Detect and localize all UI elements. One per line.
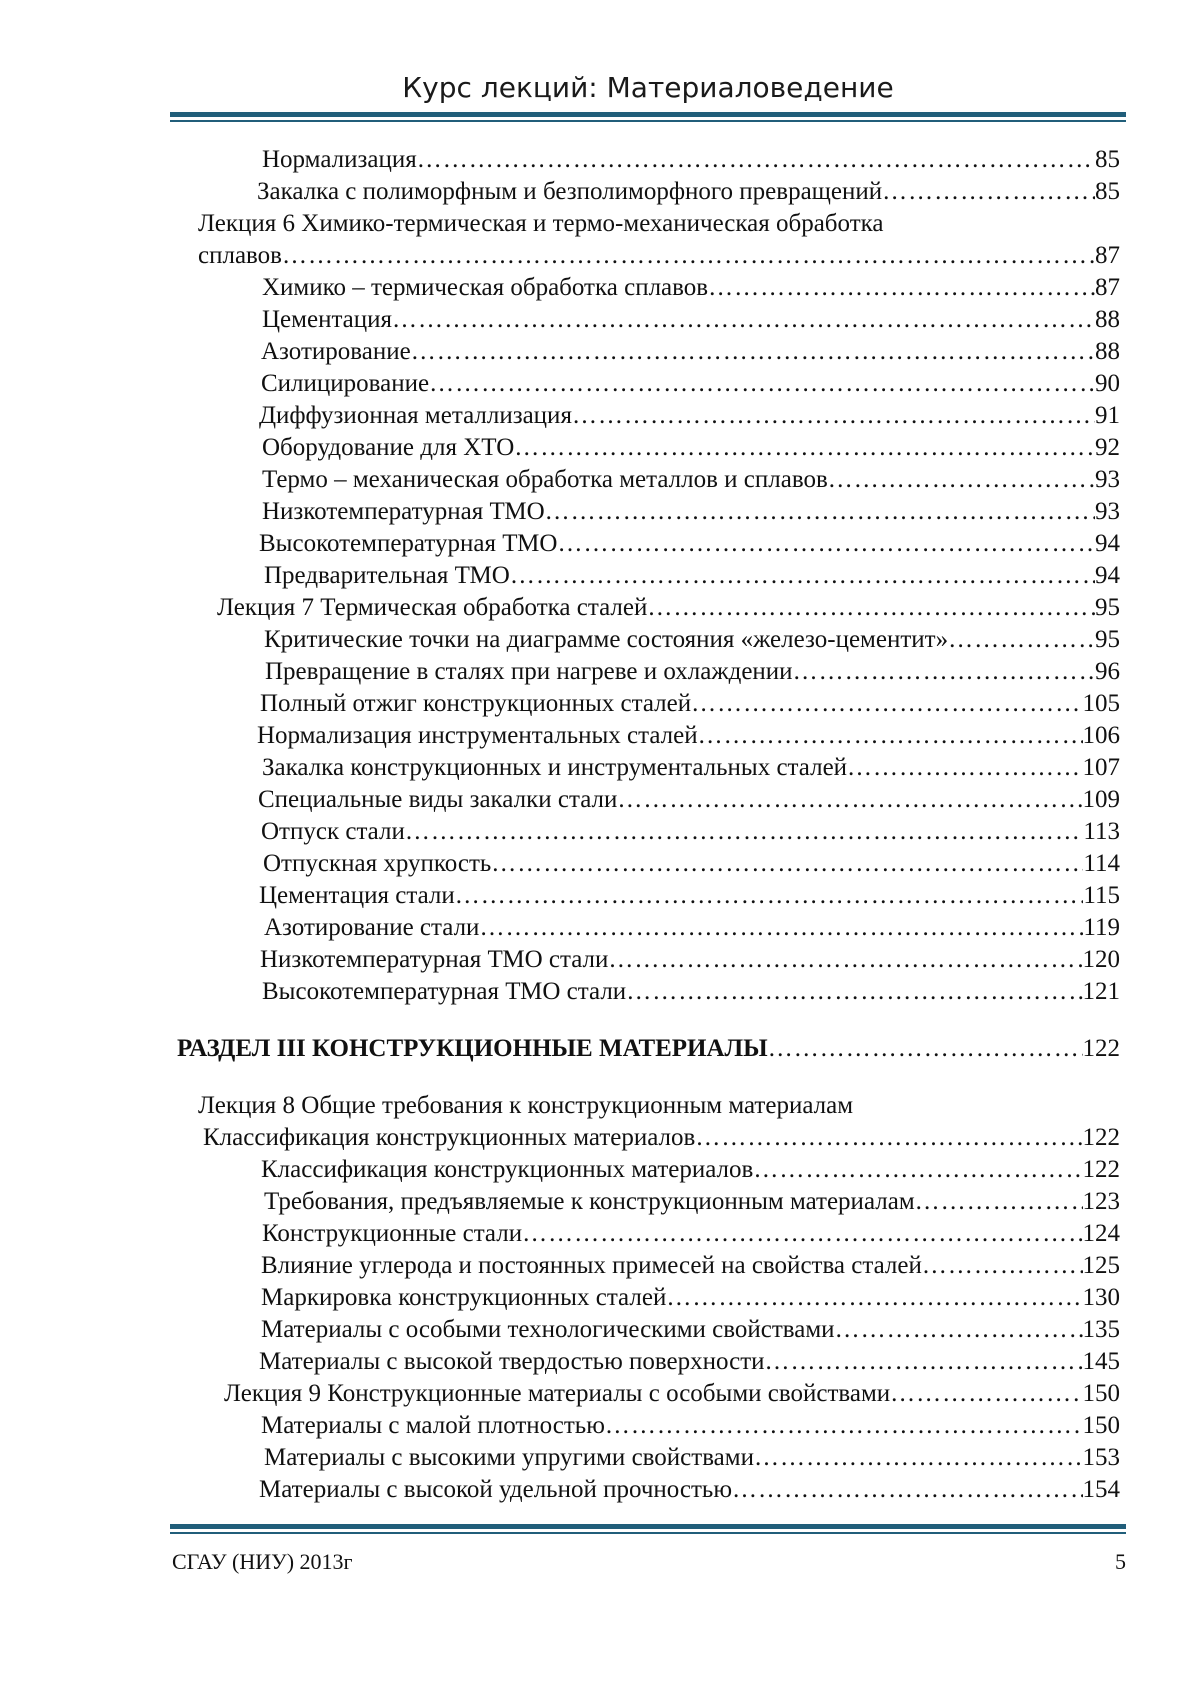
toc-dot-leader	[847, 752, 1082, 784]
toc-dot-leader	[695, 1122, 1082, 1154]
toc-entry-title: Цементация	[262, 306, 393, 333]
toc-entry	[265, 656, 1120, 688]
toc-entry	[261, 368, 1120, 400]
toc-dot-leader	[754, 1442, 1083, 1474]
toc-dot-leader	[647, 592, 1095, 624]
toc-dot-leader	[768, 1033, 1083, 1065]
toc-entry-page: 94	[1095, 562, 1120, 589]
toc-entry-page: 92	[1095, 434, 1120, 461]
toc-entry-title: Конструкционные стали	[262, 1220, 523, 1247]
footer-institution: СГАУ (НИУ) 2013г	[172, 1549, 353, 1574]
toc-entry-page: 153	[1082, 1444, 1120, 1471]
toc-lecture-heading: Лекция 6 Химико-термическая и термо-механическая обработка	[198, 210, 884, 237]
toc-entry-title: Силицирование	[261, 370, 430, 397]
toc-entry	[261, 1410, 1120, 1442]
toc-entry-page: 114	[1083, 850, 1120, 877]
toc-dot-leader	[522, 1218, 1082, 1250]
toc-entry-title: Полный отжиг конструкционных сталей	[260, 690, 692, 717]
toc-entry	[262, 304, 1120, 336]
toc-entry	[261, 1282, 1120, 1314]
toc-entry-title: Классификация конструкционных материалов	[261, 1156, 754, 1183]
toc-dot-leader	[882, 176, 1095, 208]
toc-dot-leader	[510, 560, 1095, 592]
toc-entry-page: 130	[1082, 1284, 1120, 1311]
toc-entry-title: Предварительная ТМО	[264, 562, 510, 589]
toc-entry	[263, 848, 1120, 880]
toc-entry-page: 109	[1082, 786, 1120, 813]
toc-entry-page: 150	[1082, 1412, 1120, 1439]
toc-entry	[264, 1442, 1120, 1474]
toc-entry	[262, 432, 1120, 464]
toc-dot-leader	[608, 944, 1082, 976]
toc-entry-page: 115	[1083, 882, 1120, 909]
toc-entry-page: 113	[1083, 818, 1120, 845]
toc-entry-title: Материалы с высокой твердостью поверхности	[259, 1348, 765, 1375]
toc-entry	[262, 752, 1120, 784]
toc-entry	[258, 784, 1120, 816]
toc-entry-page: 88	[1095, 306, 1120, 333]
toc-entry	[259, 1474, 1120, 1506]
toc-entry-page: 150	[1082, 1380, 1120, 1407]
toc-entry	[224, 1378, 1120, 1410]
toc-entry-title: Нормализация	[262, 146, 417, 173]
toc-entry-title: Отпускная хрупкость	[263, 850, 492, 877]
toc-entry-page: 88	[1095, 338, 1120, 365]
toc-dot-leader	[417, 144, 1095, 176]
toc-entry-page: 123	[1082, 1188, 1120, 1215]
footer-rule-thin	[170, 1532, 1126, 1534]
toc-dot-leader	[691, 688, 1082, 720]
toc-entry-title: сплавов	[198, 242, 282, 269]
toc-entry	[257, 720, 1120, 752]
toc-entry	[264, 1186, 1120, 1218]
toc-entry-page: 107	[1082, 754, 1120, 781]
toc-entry-page: 122	[1082, 1156, 1120, 1183]
toc-entry-page: 105	[1082, 690, 1120, 717]
toc-entry-title: Закалка конструкционных и инструментальных сталей	[262, 754, 848, 781]
toc-entry-page: 120	[1082, 946, 1120, 973]
toc-entry-title: Химико – термическая обработка сплавов	[262, 274, 709, 301]
toc-entry-title: Материалы с высокой удельной прочностью	[259, 1476, 732, 1503]
toc-entry-title: Лекция 7 Термическая обработка сталей	[217, 594, 648, 621]
toc-entry-title: Требования, предъявляемые к конструкционным материалам	[264, 1188, 915, 1215]
toc-entry-title: Оборудование для ХТО	[262, 434, 515, 461]
toc-entry-title: Закалка с полиморфным и безполиморфного превращений	[257, 178, 883, 205]
toc-entry-page: 122	[1082, 1124, 1120, 1151]
toc-entry	[259, 400, 1120, 432]
toc-entry-page: 95	[1095, 594, 1120, 621]
toc-dot-leader	[455, 880, 1084, 912]
toc-entry-page: 106	[1082, 722, 1120, 749]
toc-dot-leader	[753, 1154, 1082, 1186]
toc-entry	[262, 1218, 1120, 1250]
toc-dot-leader	[617, 784, 1082, 816]
toc-entry	[260, 688, 1120, 720]
toc-entry-page: 87	[1095, 274, 1120, 301]
toc-entry	[259, 1346, 1120, 1378]
toc-entry	[259, 528, 1120, 560]
toc-entry	[261, 816, 1120, 848]
toc-dot-leader	[732, 1474, 1083, 1506]
toc-entry-page: 124	[1082, 1220, 1120, 1247]
toc-entry-page: 119	[1083, 914, 1120, 941]
toc-entry-title: Азотирование	[261, 338, 411, 365]
toc-dot-leader	[557, 528, 1095, 560]
toc-entry	[262, 464, 1120, 496]
toc-entry-page: 154	[1082, 1476, 1120, 1503]
toc-entry-title: Превращение в сталях при нагреве и охлаждении	[265, 658, 793, 685]
toc-entry	[264, 560, 1120, 592]
footer-rule-thick	[170, 1524, 1126, 1529]
toc-entry-title: Нормализация инструментальных сталей	[257, 722, 698, 749]
toc-dot-leader	[282, 240, 1095, 272]
toc-entry-title: Термо – механическая обработка металлов и сплавов	[262, 466, 828, 493]
toc-entry-page: 91	[1095, 402, 1120, 429]
toc-entry	[261, 336, 1120, 368]
toc-entry	[262, 496, 1120, 528]
toc-entry-title: Азотирование стали	[264, 914, 480, 941]
toc-entry-page: 145	[1082, 1348, 1120, 1375]
toc-entry-title: Высокотемпературная ТМО стали	[262, 978, 627, 1005]
toc-dot-leader	[605, 1410, 1083, 1442]
toc-dot-leader	[392, 304, 1095, 336]
toc-dot-leader	[666, 1282, 1082, 1314]
toc-entry-title: Лекция 9 Конструкционные материалы с особыми свойствами	[224, 1380, 891, 1407]
toc-entry-title: Материалы с высокими упругими свойствами	[264, 1444, 754, 1471]
toc-entry-page: 93	[1095, 498, 1120, 525]
toc-dot-leader	[479, 912, 1083, 944]
toc-dot-leader	[708, 272, 1095, 304]
toc-entry-title: Классификация конструкционных материалов	[203, 1124, 696, 1151]
toc-entry-page: 87	[1095, 242, 1120, 269]
toc-entry	[217, 592, 1120, 624]
footer-page-number: 5	[1115, 1549, 1126, 1574]
toc-dot-leader	[405, 816, 1084, 848]
toc-entry	[262, 976, 1120, 1008]
toc-entry	[257, 176, 1120, 208]
toc-entry-title: Материалы с особыми технологическими свойствами	[261, 1316, 835, 1343]
toc-entry-page: 96	[1095, 658, 1120, 685]
toc-dot-leader	[890, 1378, 1082, 1410]
toc-entry	[198, 240, 1120, 272]
toc-dot-leader	[765, 1346, 1083, 1378]
toc-entry-page: 121	[1082, 978, 1120, 1005]
toc-entry-page: 94	[1095, 530, 1120, 557]
toc-dot-leader	[429, 368, 1095, 400]
toc-dot-leader	[514, 432, 1095, 464]
toc-entry-title: Цементация стали	[259, 882, 455, 909]
toc-entry	[264, 624, 1120, 656]
toc-entry-title: Диффузионная металлизация	[259, 402, 572, 429]
toc-entry	[203, 1122, 1120, 1154]
toc-entry-title: Низкотемпературная ТМО	[262, 498, 545, 525]
toc-entry	[260, 944, 1120, 976]
toc-entry-page: 85	[1095, 146, 1120, 173]
toc-entry-page: 85	[1095, 178, 1120, 205]
toc-entry-page: 95	[1095, 626, 1120, 653]
toc-entry-title: Высокотемпературная ТМО	[259, 530, 558, 557]
toc-dot-leader	[626, 976, 1082, 1008]
toc-dot-leader	[793, 656, 1095, 688]
toc-entry-title: Маркировка конструкционных сталей	[261, 1284, 667, 1311]
toc-dot-leader	[828, 464, 1095, 496]
toc-section-title: РАЗДЕЛ III КОНСТРУКЦИОННЫЕ МАТЕРИАЛЫ	[177, 1035, 768, 1062]
toc-dot-leader	[915, 1186, 1083, 1218]
toc-entry	[259, 880, 1120, 912]
toc-entry-title: Специальные виды закалки стали	[258, 786, 618, 813]
toc-entry-page: 122	[1082, 1035, 1120, 1062]
toc-entry-title: Критические точки на диаграмме состояния «железо-цементит»	[264, 626, 949, 653]
toc-dot-leader	[835, 1314, 1083, 1346]
toc-entry-page: 135	[1082, 1316, 1120, 1343]
toc-dot-leader	[922, 1250, 1083, 1282]
toc-dot-leader	[948, 624, 1095, 656]
toc-dot-leader	[411, 336, 1095, 368]
toc-entry	[261, 1154, 1120, 1186]
toc-entry	[262, 272, 1120, 304]
toc-entry-title: Отпуск стали	[261, 818, 405, 845]
toc-entry	[262, 144, 1120, 176]
toc-entry	[261, 1250, 1120, 1282]
toc-dot-leader	[698, 720, 1083, 752]
toc-entry	[261, 1314, 1120, 1346]
toc-entry-title: Влияние углерода и постоянных примесей на свойства сталей	[261, 1252, 922, 1279]
toc-entry-title: Материалы с малой плотностью	[261, 1412, 605, 1439]
toc-entry-page: 90	[1095, 370, 1120, 397]
toc-lecture-heading: Лекция 8 Общие требования к конструкционным материалам	[198, 1092, 854, 1119]
toc-dot-leader	[572, 400, 1095, 432]
toc-entry-page: 93	[1095, 466, 1120, 493]
toc-entry	[264, 912, 1120, 944]
toc-section-entry	[177, 1033, 1120, 1065]
toc-dot-leader	[491, 848, 1083, 880]
toc-dot-leader	[545, 496, 1095, 528]
toc-entry-title: Низкотемпературная ТМО стали	[260, 946, 609, 973]
toc-entry-page: 125	[1082, 1252, 1120, 1279]
running-header-title: Курс лекций: Материаловедение	[402, 71, 894, 104]
